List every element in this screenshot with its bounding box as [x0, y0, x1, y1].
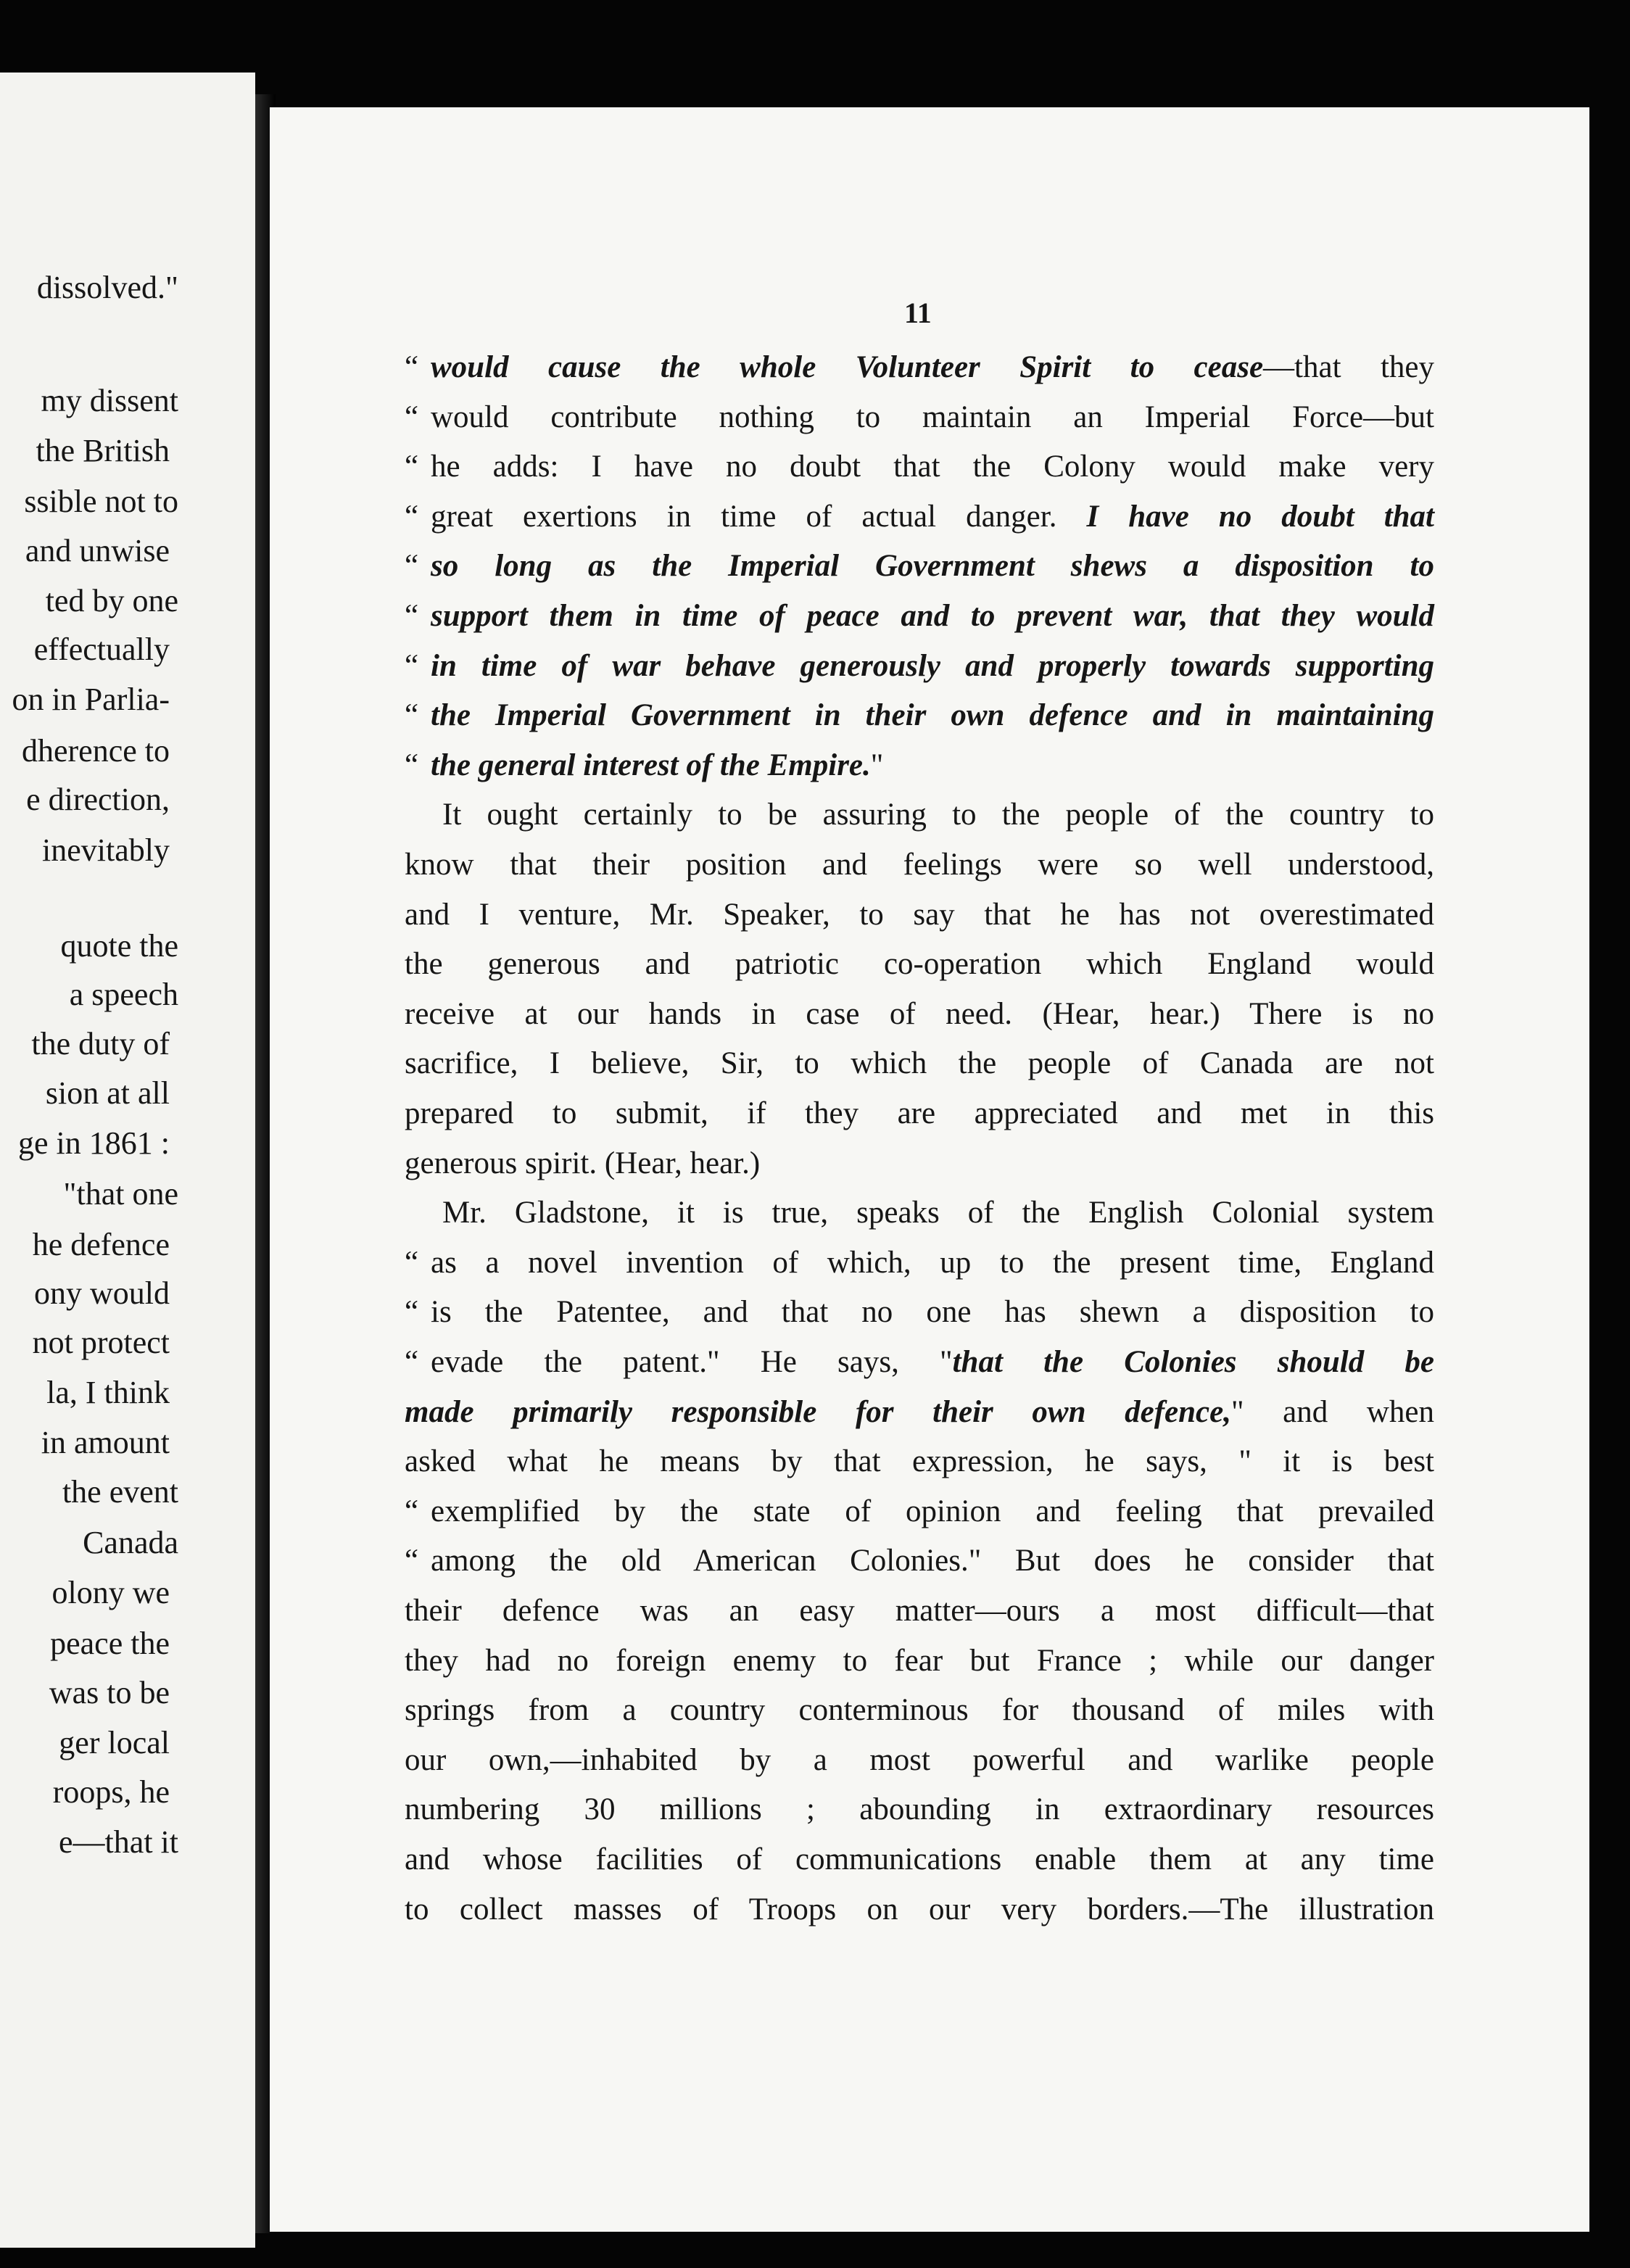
quote-mark: “ [405, 1494, 419, 1528]
quote-mark: “ [405, 1544, 419, 1578]
text-run: " [870, 748, 884, 782]
left-page-line: dherence to [22, 733, 170, 769]
text-line [405, 1545, 1434, 1576]
text-line [405, 650, 1434, 682]
left-page-line: ssible not to [24, 484, 178, 519]
left-page-line: dissolved." [36, 270, 178, 305]
left-page-line: Canada [83, 1525, 178, 1560]
text-run: to collect masses of Troops on our very borders.—The illustration [405, 1892, 1434, 1926]
text-run: prepared to submit, if they are appreciated and met in this [405, 1096, 1434, 1130]
left-page-line: "that one [63, 1176, 178, 1212]
quote-mark: “ [405, 400, 419, 434]
text-line [405, 600, 1434, 632]
text-line [405, 750, 1434, 781]
text-run: springs from a country conterminous for thousand of miles with [405, 1693, 1434, 1728]
text-line [405, 1148, 1434, 1179]
left-page-line: inevitably [42, 832, 170, 868]
text-run: exemplified by the state of opinion and feeling that prevailed [431, 1494, 1434, 1528]
text-run: would contribute nothing to maintain an Imperial Force—but [431, 400, 1434, 434]
text-run: evade the patent." He says, " [431, 1345, 953, 1379]
left-page-line: ted by one [45, 583, 178, 618]
left-page-line: roops, he [52, 1774, 170, 1810]
text-run: asked what he means by that expression, he says, " it is best [405, 1444, 1434, 1479]
left-page-line: in amount [41, 1425, 170, 1460]
italic-run: that the Colonies should be [952, 1345, 1434, 1379]
text-run: —that they [1263, 350, 1435, 384]
text-line [405, 849, 1434, 880]
text-line [442, 1197, 1434, 1228]
left-page-line: the British [36, 433, 170, 468]
left-page-line: and unwise [25, 533, 170, 568]
text-line [405, 1742, 1434, 1777]
text-line [405, 948, 1434, 980]
left-page-line: ge in 1861 : [18, 1125, 170, 1161]
text-run: he adds: I have no doubt that the Colony would make very [431, 450, 1434, 484]
text-line [405, 1296, 1434, 1328]
left-page-line: sion at all [45, 1075, 170, 1111]
text-line [405, 1098, 1434, 1129]
left-page-line: e—that it [59, 1824, 178, 1860]
text-run: the generous and patriotic co-operation which England would [405, 947, 1434, 982]
text-run: sacrifice, I believe, Sir, to which the people of Canada are not [405, 1046, 1434, 1081]
text-line [405, 700, 1434, 731]
italic-run: the Imperial Government in their own defence and in maintaining [431, 698, 1434, 733]
text-run: they had no foreign enemy to fear but France ; while our danger [405, 1643, 1434, 1678]
italic-run: would cause the whole Volunteer Spirit to cease [431, 350, 1264, 384]
text-line [405, 1645, 1434, 1676]
text-line [405, 402, 1434, 433]
left-page-line: la, I think [46, 1375, 170, 1410]
text-line [442, 799, 1434, 830]
quote-mark: “ [405, 499, 419, 534]
quote-mark: “ [405, 1345, 419, 1379]
quote-mark: “ [405, 1245, 419, 1280]
text-line [405, 1396, 1434, 1428]
left-page-line: ger local [59, 1725, 170, 1760]
left-page-line: peace the [50, 1626, 170, 1661]
text-line [405, 1595, 1434, 1626]
left-page-line: not protect [32, 1325, 170, 1360]
italic-run: support them in time of peace and to prevent war, that they would [431, 599, 1434, 633]
left-page-line: e direction, [26, 782, 170, 817]
quote-mark: “ [405, 549, 419, 584]
text-line [405, 352, 1434, 383]
text-line [405, 1247, 1434, 1278]
left-page-fragment [0, 73, 255, 2248]
text-line [405, 501, 1434, 532]
text-line [405, 899, 1434, 930]
quote-mark: “ [405, 350, 419, 384]
italic-run: I have no doubt that [1086, 499, 1435, 534]
italic-run: so long as the Imperial Government shews a disposition to [431, 549, 1434, 584]
page-number: 11 [904, 297, 932, 329]
text-line [405, 1794, 1434, 1825]
text-run: generous spirit. (Hear, hear.) [405, 1146, 761, 1180]
text-run: Mr. Gladstone, it is true, speaks of the English Colonial system [442, 1196, 1434, 1230]
left-page-line: he defence [32, 1227, 170, 1262]
text-run: great exertions in time of actual danger. [431, 499, 1087, 534]
text-run: is the Patentee, and that no one has shewn a disposition to [431, 1295, 1434, 1330]
text-run: as a novel invention of which, up to the present time, England [431, 1245, 1434, 1280]
text-line [405, 1694, 1434, 1726]
italic-run: in time of war behave generously and properly towards supporting [431, 648, 1434, 683]
quote-mark: “ [405, 748, 419, 782]
left-page-line: quote the [60, 928, 178, 964]
quote-mark: “ [405, 648, 419, 683]
left-page-line: a speech [69, 977, 178, 1012]
left-page-line: was to be [49, 1675, 170, 1710]
text-line [405, 550, 1434, 582]
text-run: our own,—inhabited by a most powerful and warlike people [405, 1742, 1434, 1777]
quote-mark: “ [405, 450, 419, 484]
text-run: and I venture, Mr. Speaker, to say that he has not overestimated [405, 897, 1434, 932]
text-run: know that their position and feelings were so well understood, [405, 848, 1434, 882]
quote-mark: “ [405, 698, 419, 733]
text-line [405, 451, 1434, 482]
left-page-line: effectually [33, 632, 170, 667]
left-page-line: olony we [51, 1575, 170, 1610]
text-run: their defence was an easy matter—ours a most difficult—that [405, 1594, 1434, 1628]
text-line [405, 998, 1434, 1030]
text-line [405, 1894, 1434, 1925]
text-line [405, 1844, 1434, 1875]
text-line [405, 1048, 1434, 1079]
left-page-line: the event [62, 1474, 178, 1510]
quote-mark: “ [405, 599, 419, 633]
text-run: receive at our hands in case of need. (Hear, hear.) There is no [405, 996, 1434, 1031]
text-run: and whose facilities of communications enable them at any time [405, 1842, 1434, 1876]
italic-run: made primarily responsible for their own defence, [405, 1394, 1231, 1429]
left-page-line: on in Parlia- [12, 682, 170, 717]
text-line [405, 1496, 1434, 1527]
text-run: " and when [1230, 1394, 1434, 1429]
left-page-line: ony would [34, 1275, 170, 1311]
italic-run: the general interest of the Empire. [431, 748, 871, 782]
text-line [405, 1346, 1434, 1378]
text-line [405, 1446, 1434, 1477]
left-page-line: my dissent [41, 383, 178, 418]
text-run: numbering 30 millions ; abounding in extraordinary resources [405, 1792, 1434, 1827]
text-run: It ought certainly to be assuring to the people of the country to [442, 798, 1434, 832]
text-run: among the old American Colonies." But does he consider that [431, 1544, 1434, 1578]
quote-mark: “ [405, 1295, 419, 1330]
left-page-line: the duty of [31, 1026, 170, 1061]
